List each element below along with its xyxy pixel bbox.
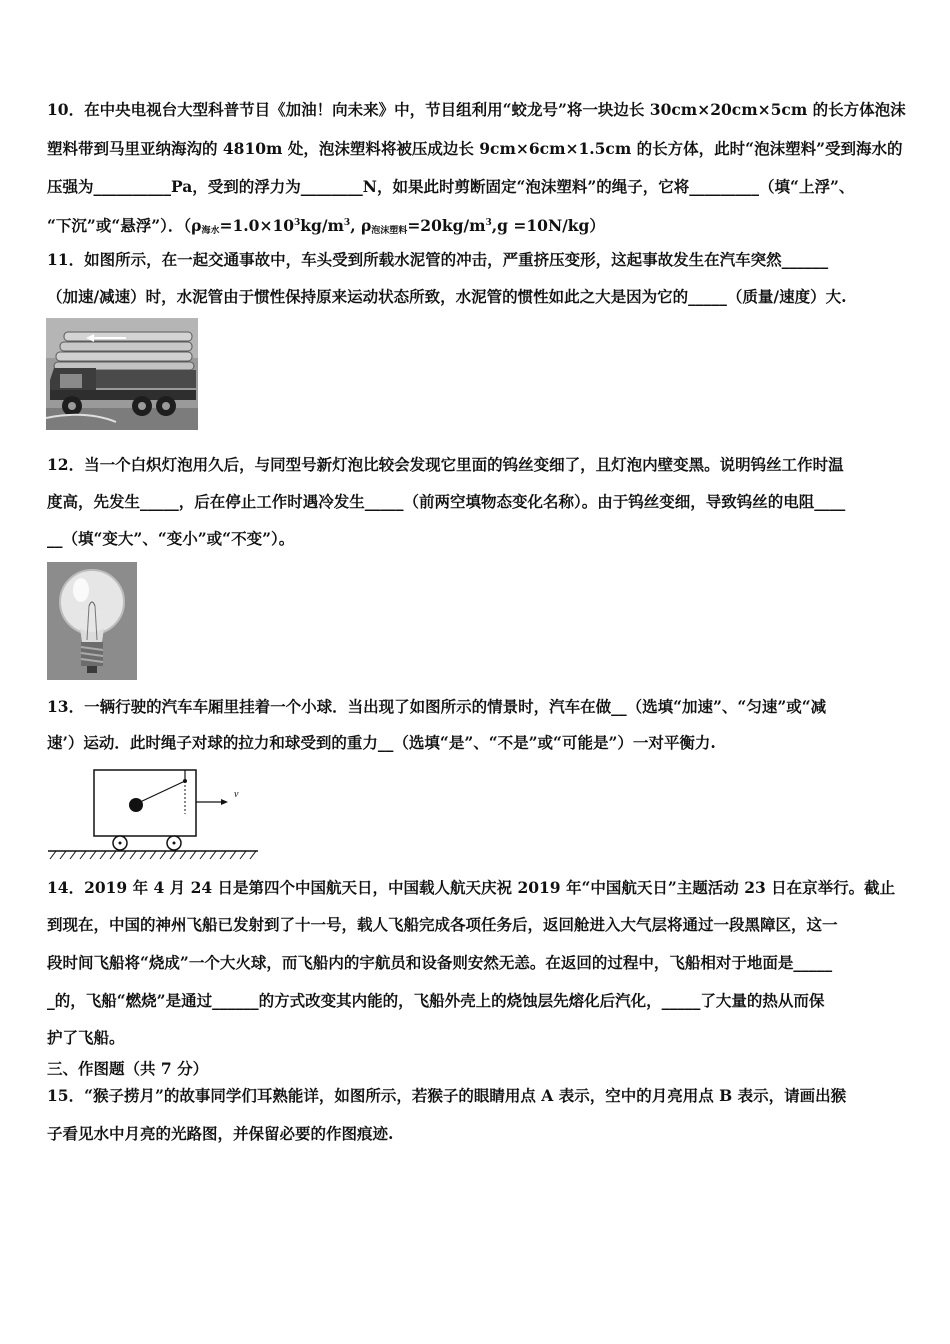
q10-l4-sub1: 海水 [201, 226, 220, 236]
truck-accident-photo [46, 318, 198, 434]
cart-pendulum-diagram [46, 766, 262, 866]
q10-l4-sup1: 3 [294, 218, 301, 228]
q10-l4-f: ,g =10N/kg） [491, 216, 605, 235]
q11-line-1: 11．如图所示，在一起交通事故中，车头受到所载水泥管的冲击，严重挤压变形，这起事故发生在汽车突然______ [47, 250, 829, 269]
q12-line-2: 度高，先发生_____，后在停止工作时遇冷发生_____（前两空填物态变化名称）。由于钨丝变细，导致钨丝的电阻____ [47, 492, 846, 511]
q11-line-2: （加速/减速）时，水泥管由于惯性保持原来运动状态所致，水泥管的惯性如此之大是因为它的_____（质量/速度）大. [47, 287, 847, 306]
q14-line-3: 段时间飞船将“烧成”一个大火球，而飞船内的宇航员和设备则安然无恙。在返回的过程中，飞船相对于地面是_____ [47, 953, 833, 972]
q12-line-3: __（填“变大”、“变小”或“不变”）。 [47, 529, 295, 548]
q13-line-2: 速’）运动．此时绳子对球的拉力和球受到的重力__（选填“是”、“不是”或“可能是”）一对平衡力. [47, 733, 716, 752]
q10-line-2: 塑料带到马里亚纳海沟的 4810m 处，泡沫塑料将被压成边长 9cm×6cm×1.5cm 的长方体，此时“泡沫塑料”受到海水的 [47, 139, 903, 158]
q10-l4-a: “下沉”或“悬浮”）．（ρ [47, 216, 202, 235]
q10-l4-c: kg/m [300, 216, 344, 235]
q14-line-1: 14．2019 年 4 月 24 日是第四个中国航天日，中国载人航天庆祝 2019 年“中国航天日”主题活动 23 日在京举行。截止 [47, 878, 896, 897]
q10-l4-d: , ρ [350, 216, 372, 235]
q10-line-3: 压强为__________Pa，受到的浮力为________N，如果此时剪断固定“泡沫塑料”的绳子，它将_________（填“上浮”、 [47, 177, 855, 196]
q14-line-2: 到现在，中国的神州飞船已发射到了十一号，载人飞船完成各项任务后，返回舱进入大气层将通过一段黑障区，这一 [47, 915, 838, 934]
q10-l4-sub2: 泡沫塑料 [371, 226, 408, 236]
light-bulb-photo [47, 562, 137, 684]
q10-l4-e: =20kg/m [407, 216, 486, 235]
q12-line-1: 12．当一个白炽灯泡用久后，与同型号新灯泡比较会发现它里面的钨丝变细了，且灯泡内壁变黑。说明钨丝工作时温 [47, 455, 844, 474]
section-heading: 三、作图题（共 7 分） [47, 1059, 209, 1078]
q10-line-4 [47, 213, 605, 241]
q10-l4-sup3: 3 [485, 218, 492, 228]
q10-l4-b: =1.0×10 [219, 216, 295, 235]
q14-line-4: _的，飞船“燃烧”是通过______的方式改变其内能的，飞船外壳上的烧蚀层先熔化后汽化，_____了大量的热从而保 [47, 991, 825, 1010]
q14-line-5: 护了飞船。 [47, 1028, 125, 1047]
q13-line-1: 13．一辆行驶的汽车车厢里挂着一个小球．当出现了如图所示的情景时，汽车在做__（选填“加速”、“匀速”或“减 [47, 697, 827, 716]
q15-line-1: 15．“猴子捞月”的故事同学们耳熟能详，如图所示，若猴子的眼睛用点 A 表示，空中的月亮用点 B 表示，请画出猴 [47, 1086, 847, 1105]
velocity-label: v [234, 789, 239, 800]
q10-line-1: 10．在中央电视台大型科普节目《加油！向未来》中，节目组利用“蛟龙号”将一块边长 30cm×20cm×5cm 的长方体泡沫 [47, 100, 906, 119]
q15-line-2: 子看见水中月亮的光路图，并保留必要的作图痕迹. [47, 1124, 394, 1143]
q10-l4-sup2: 3 [343, 218, 351, 228]
